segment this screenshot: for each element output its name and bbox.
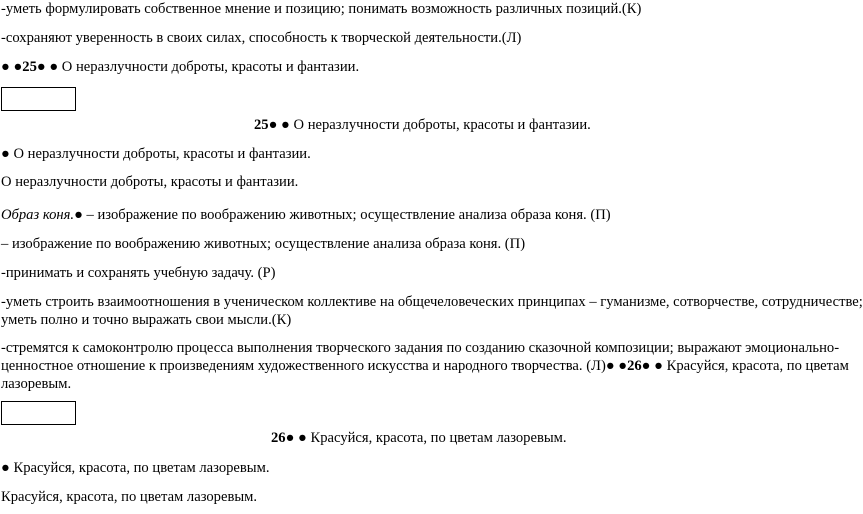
text-line-7 xyxy=(1,206,611,224)
text-line-10b: уметь полно и точно выражать свои мысли.(К) xyxy=(1,312,292,328)
text-line-5: ● О неразлучности доброты, красоты и фантазии. xyxy=(1,146,311,162)
bullet-marker: ● ●26● ● xyxy=(605,358,663,374)
text-line-13: ● Красуйся, красота, по цветам лазоревым. xyxy=(1,460,270,476)
text-line-6: О неразлучности доброты, красоты и фантазии. xyxy=(1,174,299,190)
empty-frame-1 xyxy=(1,87,76,111)
centered-heading-26 xyxy=(271,429,567,447)
text-line-14: Красуйся, красота, по цветам лазоревым. xyxy=(1,489,258,505)
heading-text: О неразлучности доброты, красоты и фантазии. xyxy=(58,59,360,75)
heading-text: О неразлучности доброты, красоты и фантазии. xyxy=(289,117,591,133)
text-line-11c: лазоревым. xyxy=(1,376,72,392)
text-line-2: -сохраняют уверенность в своих силах, способность к творческой деятельности.(Л) xyxy=(1,30,522,46)
text-line-11b xyxy=(1,357,849,375)
bullet-marker: 26● ● xyxy=(271,430,307,446)
heading-line-25 xyxy=(1,58,359,76)
line-text: ценностное отношение к произведениям художественного искусства и народного творчества. (Л) xyxy=(1,358,606,374)
bullet-marker: 25● ● xyxy=(254,117,290,133)
text-line-1: -уметь формулировать собственное мнение и позицию; понимать возможность различных позиций.(К) xyxy=(1,1,642,17)
heading-text: Красуйся, красота, по цветам xyxy=(662,358,849,374)
heading-text: Красуйся, красота, по цветам лазоревым. xyxy=(306,430,567,446)
text-line-8: – изображение по воображению животных; осуществление анализа образа коня. (П) xyxy=(1,236,526,252)
text-line-9: -принимать и сохранять учебную задачу. (Р) xyxy=(1,265,276,281)
bullet-marker: ● ●25● ● xyxy=(1,59,59,75)
text-line-11a: -стремятся к самоконтролю процесса выполнения творческого задания по созданию сказочной композиции; выражают эмоционально- xyxy=(1,340,840,356)
empty-frame-2 xyxy=(1,401,76,425)
italic-title: Образ коня. xyxy=(1,207,75,223)
bullet-marker: ● xyxy=(74,207,83,223)
line-text: – изображение по воображению животных; осуществление анализа образа коня. (П) xyxy=(82,207,611,223)
text-line-10a: -уметь строить взаимоотношения в ученическом коллективе на общечеловеческих принципах – гуманизме, сотворчестве, сотрудничестве; xyxy=(1,294,863,310)
centered-heading-25 xyxy=(254,116,591,134)
